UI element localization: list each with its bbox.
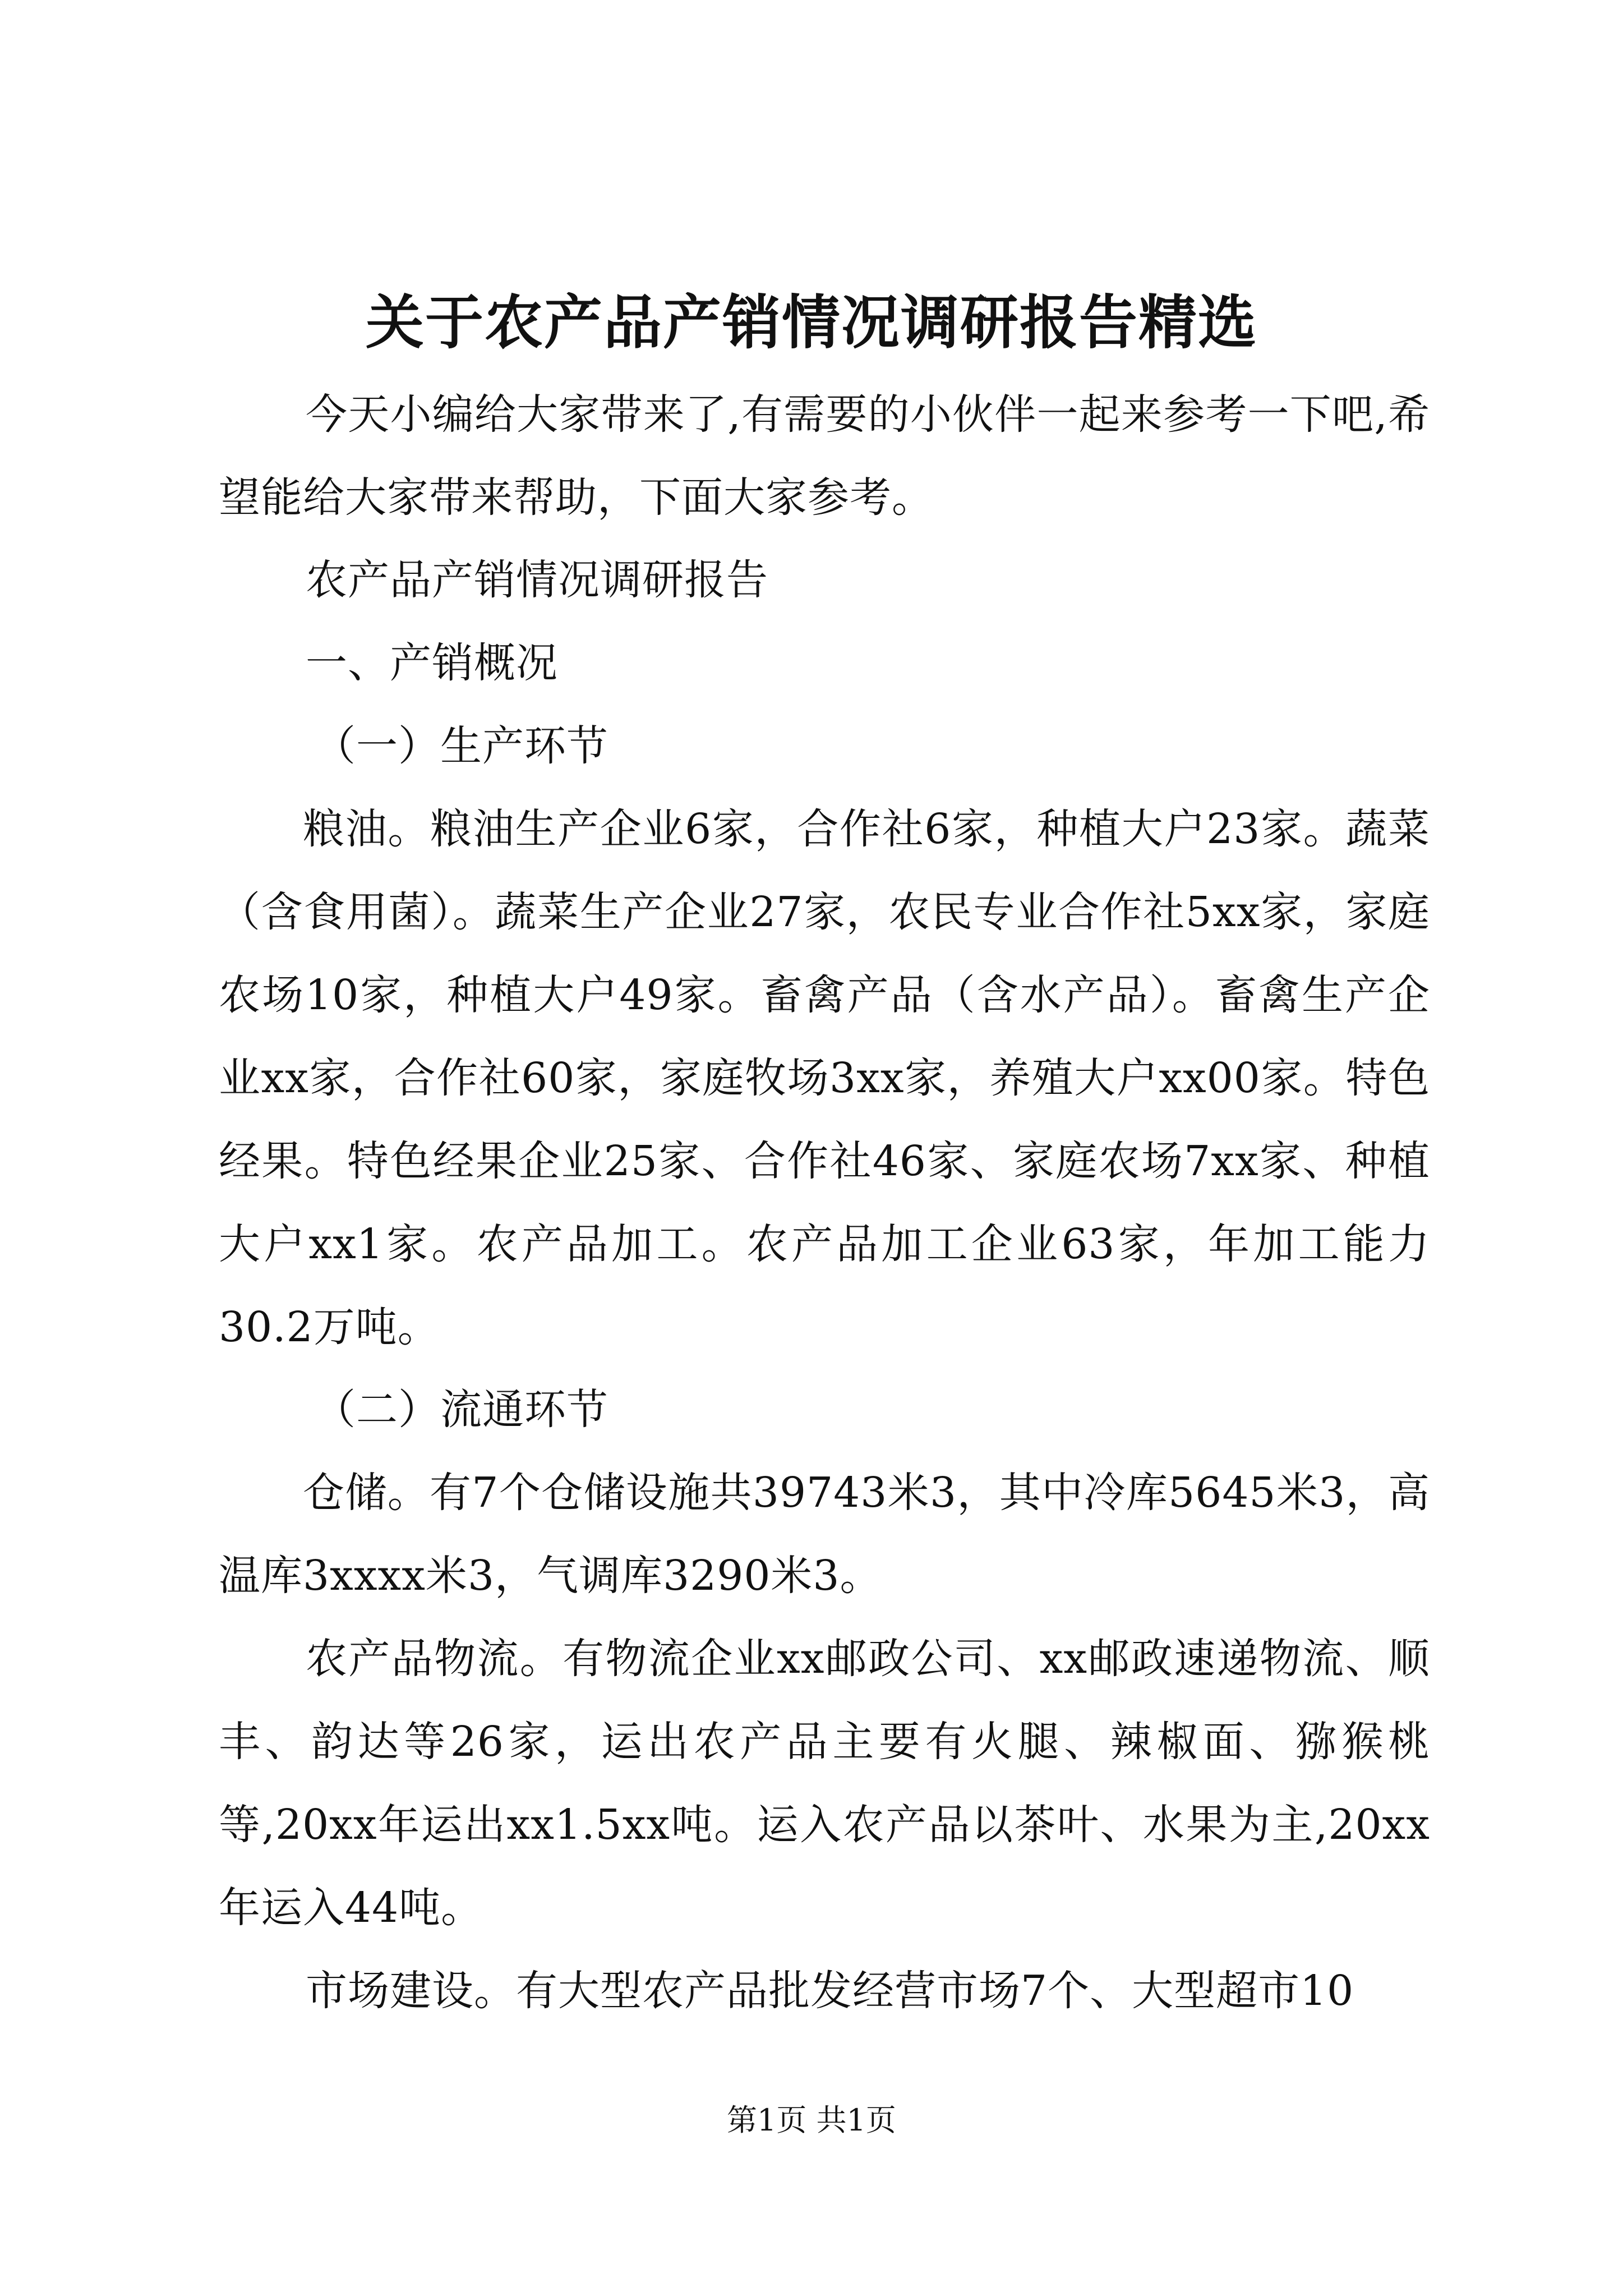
report-subtitle: 农产品产销情况调研报告 [306,556,768,604]
market-paragraph: 市场建设。有大型农产品批发经营市场7个、大型超市10 [306,1967,1354,2015]
logistics-paragraph: 农产品物流。有物流企业xx邮政公司、xx邮政速递物流、顺丰、韵达等26家，运出农产品主要有火腿、辣椒面、猕猴桃等,20xx年运出xx1.5xx吨。运入农产品以茶叶、水果为主,20xx年运入44吨。 [219,1635,1430,1932]
intro-paragraph: 今天小编给大家带来了,有需要的小伙伴一起来参考一下吧,希望能给大家带来帮助，下面大家参考。 [219,390,1430,522]
subsection-heading: （一）生产环节 [314,722,608,770]
production-paragraph: 粮油。粮油生产企业6家，合作社6家，种植大户23家。蔬菜（含食用菌）。蔬菜生产企业27家，农民专业合作社5xx家，家庭农场10家，种植大户49家。畜禽产品（含水产品）。畜禽生产企业xx家，合作社60家，家庭牧场3xx家，养殖大户xx00家。特色经果。特色经果企业25家、合作社46家、家庭农场7xx家、种植大户xx1家。农产品加工。农产品加工企业63家，年加工能力30.2万吨。 [219,805,1430,1351]
storage-paragraph: 仓储。有7个仓储设施共39743米3，其中冷库5645米3，高温库3xxxx米3，气调库3290米3。 [219,1469,1430,1600]
section-heading: 一、产销概况 [306,639,558,687]
document-title: 关于农产品产销情况调研报告精选 [365,288,1257,357]
subsection-heading: （二）流通环节 [314,1386,608,1434]
page-footer: 第1页 共1页 [727,2102,896,2138]
